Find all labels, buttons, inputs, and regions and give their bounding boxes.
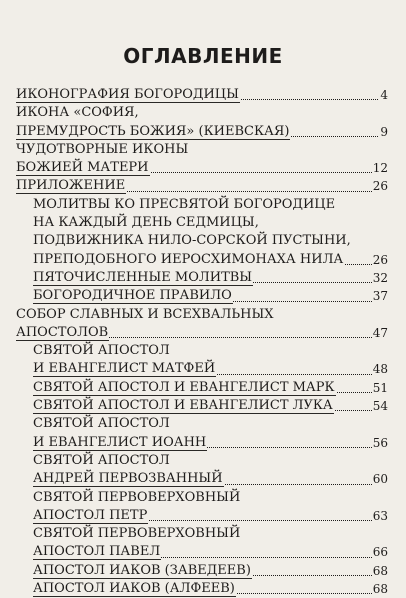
toc-entry bbox=[33, 232, 406, 250]
toc-entry bbox=[16, 159, 406, 177]
toc-entry-text: АПОСТОЛ ПАВЕЛ bbox=[33, 544, 161, 560]
toc-entry bbox=[33, 196, 406, 214]
toc-entry-text: СВЯТОЙ АПОСТОЛ И ЕВАНГЕЛИСТ МАРК bbox=[33, 379, 335, 395]
toc-entry bbox=[33, 562, 406, 580]
toc-entry-text: АПОСТОЛОВ bbox=[16, 324, 109, 340]
toc-entry-page: 26 bbox=[372, 251, 388, 269]
toc-entry-text: СВЯТОЙ АПОСТОЛ И ЕВАНГЕЛИСТ ЛУКА bbox=[33, 398, 333, 414]
toc-entry-page: 54 bbox=[372, 397, 388, 415]
toc-entry-text: НА КАЖДЫЙ ДЕНЬ СЕДМИЦЫ, bbox=[33, 215, 259, 231]
toc-entry bbox=[33, 470, 406, 488]
toc-entry-text: АПОСТОЛ ПЕТР bbox=[33, 507, 148, 523]
toc-entry-text: ПРЕМУДРОСТЬ БОЖИЯ» (КИЕВСКАЯ) bbox=[16, 123, 290, 139]
toc-entry-text: БОГОРОДИЧНОЕ ПРАВИЛО bbox=[33, 288, 232, 304]
toc-entry bbox=[33, 269, 406, 287]
toc-entry-text: АПОСТОЛ ИАКОВ (АЛФЕЕВ) bbox=[33, 581, 235, 597]
toc-entry-text: АПОСТОЛ ИАКОВ (ЗАВЕДЕЕВ) bbox=[33, 562, 251, 578]
toc-entry bbox=[33, 342, 406, 360]
toc-entry-page: 12 bbox=[372, 159, 388, 177]
toc-entry-text: СВЯТОЙ ПЕРВОВЕРХОВНЫЙ bbox=[33, 526, 241, 542]
toc-entry-text: ПЯТОЧИСЛЕННЫЕ МОЛИТВЫ bbox=[33, 269, 253, 285]
toc-entry-page: 66 bbox=[372, 543, 388, 561]
toc-entry bbox=[16, 123, 406, 141]
toc-entry bbox=[33, 580, 406, 598]
toc-entry-text: МОЛИТВЫ КО ПРЕСВЯТОЙ БОГОРОДИЦЕ bbox=[33, 196, 336, 212]
toc-entry-page: 26 bbox=[372, 177, 388, 195]
toc-entry bbox=[33, 415, 406, 433]
toc-entry-text: И ЕВАНГЕЛИСТ МАТФЕЙ bbox=[33, 361, 216, 377]
table-of-contents bbox=[0, 86, 406, 598]
toc-entry-text: И ЕВАНГЕЛИСТ ИОАНН bbox=[33, 434, 207, 450]
toc-entry-page: 68 bbox=[372, 580, 388, 598]
toc-entry bbox=[33, 360, 406, 378]
toc-entry bbox=[33, 397, 406, 415]
toc-entry bbox=[33, 489, 406, 507]
toc-entry-text: ПРИЛОЖЕНИЕ bbox=[16, 178, 126, 194]
toc-entry-text: ЧУДОТВОРНЫЕ ИКОНЫ bbox=[16, 141, 189, 157]
toc-entry-page: 32 bbox=[372, 269, 388, 287]
toc-entry bbox=[33, 379, 406, 397]
toc-entry-text: СОБОР СЛАВНЫХ И ВСЕХВАЛЬНЫХ bbox=[16, 306, 274, 322]
toc-entry-text: ПРЕПОДОБНОГО ИЕРОСХИМОНАХА НИЛА bbox=[33, 251, 344, 267]
toc-entry-text: СВЯТОЙ АПОСТОЛ bbox=[33, 343, 170, 359]
page-title: ОГЛАВЛЕНИЕ bbox=[123, 44, 283, 68]
toc-entry-page: 60 bbox=[372, 470, 388, 488]
toc-entry-page: 56 bbox=[372, 434, 388, 452]
toc-entry-text: БОЖИЕЙ МАТЕРИ bbox=[16, 160, 149, 176]
toc-entry-page: 47 bbox=[372, 324, 388, 342]
toc-entry-page: 4 bbox=[379, 86, 388, 104]
toc-entry bbox=[16, 141, 406, 159]
toc-entry-page: 9 bbox=[379, 123, 388, 141]
toc-entry-page: 51 bbox=[372, 379, 388, 397]
toc-entry-page: 68 bbox=[372, 562, 388, 580]
toc-entry-text: ИКОНА «СОФИЯ, bbox=[16, 105, 139, 121]
toc-entry bbox=[16, 104, 406, 122]
toc-entry bbox=[33, 525, 406, 543]
toc-entry bbox=[16, 177, 406, 195]
toc-entry bbox=[33, 452, 406, 470]
toc-entry bbox=[33, 543, 406, 561]
toc-entry-page: 48 bbox=[372, 360, 388, 378]
toc-entry-text: АНДРЕЙ ПЕРВОЗВАННЫЙ bbox=[33, 471, 223, 487]
toc-entry-text: СВЯТОЙ АПОСТОЛ bbox=[33, 416, 170, 432]
toc-entry bbox=[33, 251, 406, 269]
toc-entry-text: ПОДВИЖНИКА НИЛО-СОРСКОЙ ПУСТЫНИ, bbox=[33, 233, 351, 249]
toc-entry-text: ИКОНОГРАФИЯ БОГОРОДИЦЫ bbox=[16, 87, 239, 102]
toc-entry bbox=[33, 507, 406, 525]
toc-entry-text: СВЯТОЙ АПОСТОЛ bbox=[33, 452, 170, 468]
toc-entry bbox=[16, 86, 406, 104]
toc-entry bbox=[33, 434, 406, 452]
toc-entry-page: 37 bbox=[372, 287, 388, 305]
toc-entry bbox=[16, 306, 406, 324]
toc-entry-text: СВЯТОЙ ПЕРВОВЕРХОВНЫЙ bbox=[33, 489, 241, 505]
toc-entry-page: 63 bbox=[372, 507, 388, 525]
toc-entry bbox=[16, 324, 406, 342]
toc-entry bbox=[33, 214, 406, 232]
toc-entry bbox=[33, 287, 406, 305]
